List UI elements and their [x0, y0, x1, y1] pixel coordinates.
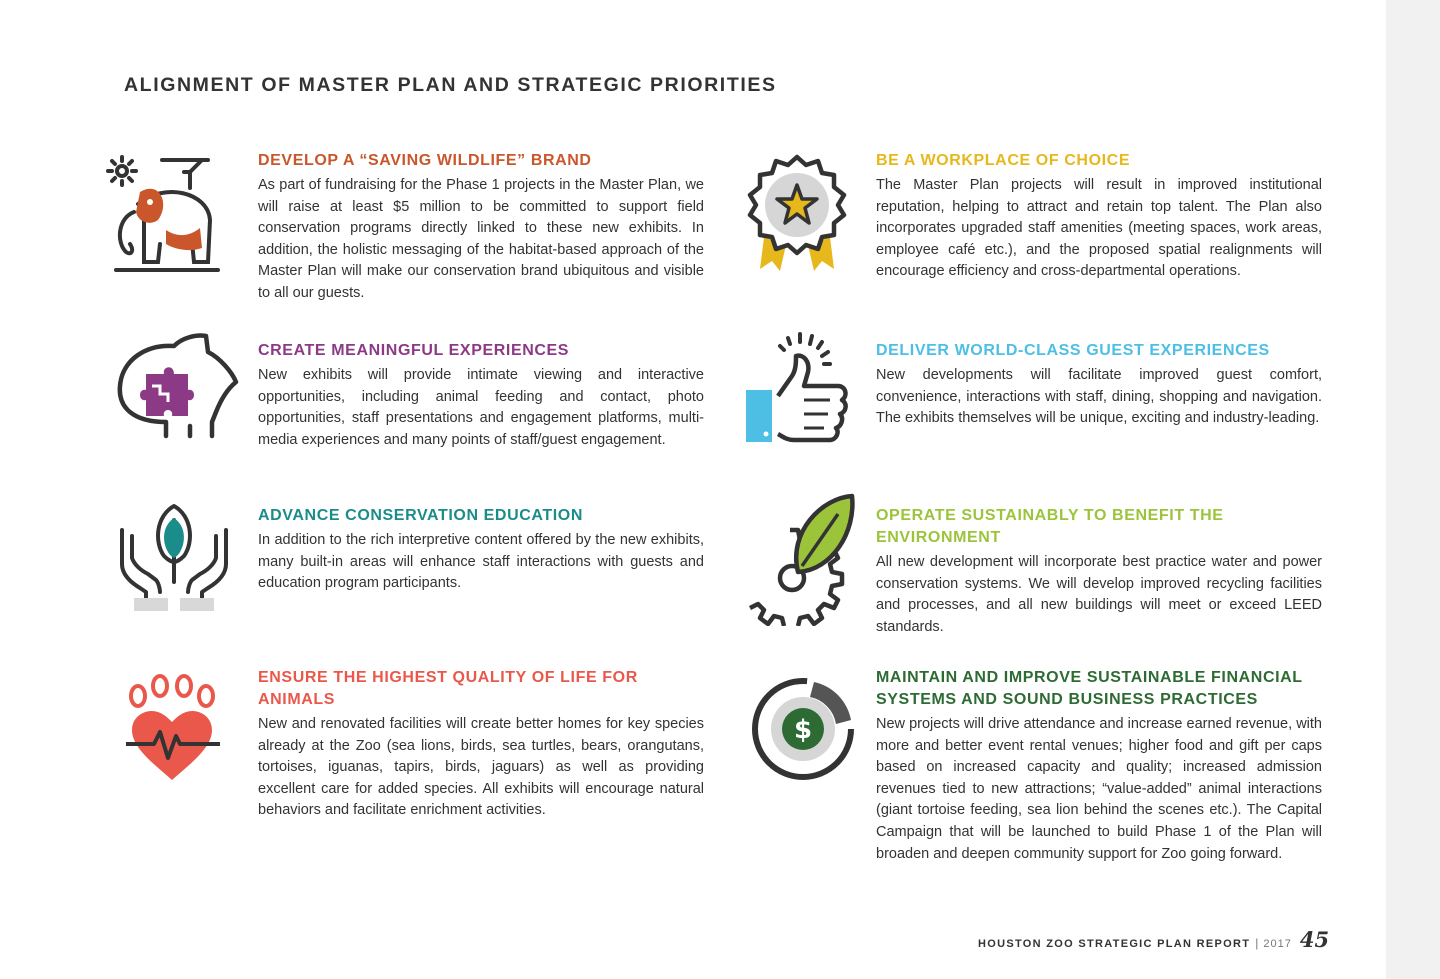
priority-body: As part of fundraising for the Phase 1 projects in the Master Plan, we will raise at least $5 million to be committed to support field conservation programs directly linked to these new exhibits. In addition, the holistic messaging of the habitat-based approach of the Master Plan will make our conservation brand ubiquitous and visible to all our guests.: [258, 177, 704, 301]
priority-workplace-of-choice: [876, 150, 1322, 283]
priority-body: All new development will incorporate best practice water and power conservation systems. We will develop improved recycling facilities and processes, and all new buildings will meet or exceed LEED standards.: [876, 554, 1322, 635]
priority-financial-systems: [876, 667, 1322, 865]
thumbs-up-icon: [744, 330, 852, 445]
priority-title: BE A WORKPLACE OF CHOICE: [876, 152, 1131, 169]
svg-text:$: $: [793, 715, 813, 745]
priority-title: MAINTAIN AND IMPROVE SUSTAINABLE FINANCIAL SYSTEMS AND SOUND BUSINESS PRACTICES: [876, 669, 1303, 708]
priority-guest-experiences: [876, 340, 1322, 430]
viewer-gutter: [1386, 0, 1440, 979]
priority-quality-of-life: [258, 667, 704, 822]
priority-title: OPERATE SUSTAINABLY TO BENEFIT THE ENVIRONMENT: [876, 507, 1224, 546]
priority-body: New exhibits will provide intimate viewing and interactive opportunities, including animal feeding and contact, photo opportunities, staff presentations and engagement platforms, multi-media experiences and many points of staff/guest engagement.: [258, 367, 704, 448]
footer-report-title: HOUSTON ZOO STRATEGIC PLAN REPORT: [978, 938, 1251, 950]
page-number: 45: [1299, 927, 1330, 952]
page-title: ALIGNMENT OF MASTER PLAN AND STRATEGIC PRIORITIES: [124, 74, 777, 96]
priority-saving-wildlife: [258, 150, 704, 305]
priority-title: ADVANCE CONSERVATION EDUCATION: [258, 507, 583, 524]
award-star-icon: [742, 153, 852, 275]
priority-body: New projects will drive attendance and increase earned revenue, with more and better event rental venues; higher food and gift per caps based on increased capacity and quality; increased admission revenues tied to new attractions; “value-added” animal interactions (giant tortoise feeding, sea lion behind the scenes etc.). The Capital Campaign that will be launched to build Phase 1 of the Plan will broaden and deepen community support for Zoo going forward.: [876, 716, 1322, 862]
priority-operate-sustainably: [876, 505, 1322, 638]
priority-body: New and renovated facilities will create better homes for key species already at the Zoo (sea lions, birds, sea turtles, bears, orangutans, tortoises, iguanas, tapirs, birds, jaguars) as well as providing excellent care for added species. All exhibits will encourage natural behaviors and facilitate enrichment activities.: [258, 716, 704, 819]
footer-separator: |: [1255, 936, 1259, 950]
dollar-coin-icon: [748, 674, 858, 784]
priority-body: The Master Plan projects will result in improved institutional reputation, helping to attract and retain top talent. The Plan also incorporates upgraded staff amenities (meeting spaces, work areas, employee café etc.), and the proposed spatial realignments will encourage efficiency and cross-departmental operations.: [876, 177, 1322, 280]
page-footer: [978, 927, 1329, 952]
priority-title: DEVELOP A “SAVING WILDLIFE” BRAND: [258, 152, 592, 169]
priority-body: In addition to the rich interpretive content offered by the new exhibits, many built-in areas will enhance staff interactions with guests and education program participants.: [258, 532, 704, 592]
elephant-icon: [104, 152, 224, 277]
gear-leaf-icon: [748, 492, 858, 626]
priority-title: ENSURE THE HIGHEST QUALITY OF LIFE FOR ANIMALS: [258, 669, 638, 708]
priority-title: CREATE MEANINGFUL EXPERIENCES: [258, 342, 570, 359]
footer-year: 2017: [1263, 938, 1292, 950]
priority-title: DELIVER WORLD-CLASS GUEST EXPERIENCES: [876, 342, 1270, 359]
hands-leaf-icon: [116, 500, 232, 615]
priority-meaningful-experiences: [258, 340, 704, 451]
head-puzzle-icon: [108, 330, 240, 440]
priority-body: New developments will facilitate improved guest comfort, convenience, interactions with staff, dining, shopping and navigation. The exhibits themselves will be unique, exciting and industry-leading.: [876, 367, 1322, 427]
priority-conservation-education: [258, 505, 704, 595]
paw-heart-icon: [124, 674, 224, 784]
